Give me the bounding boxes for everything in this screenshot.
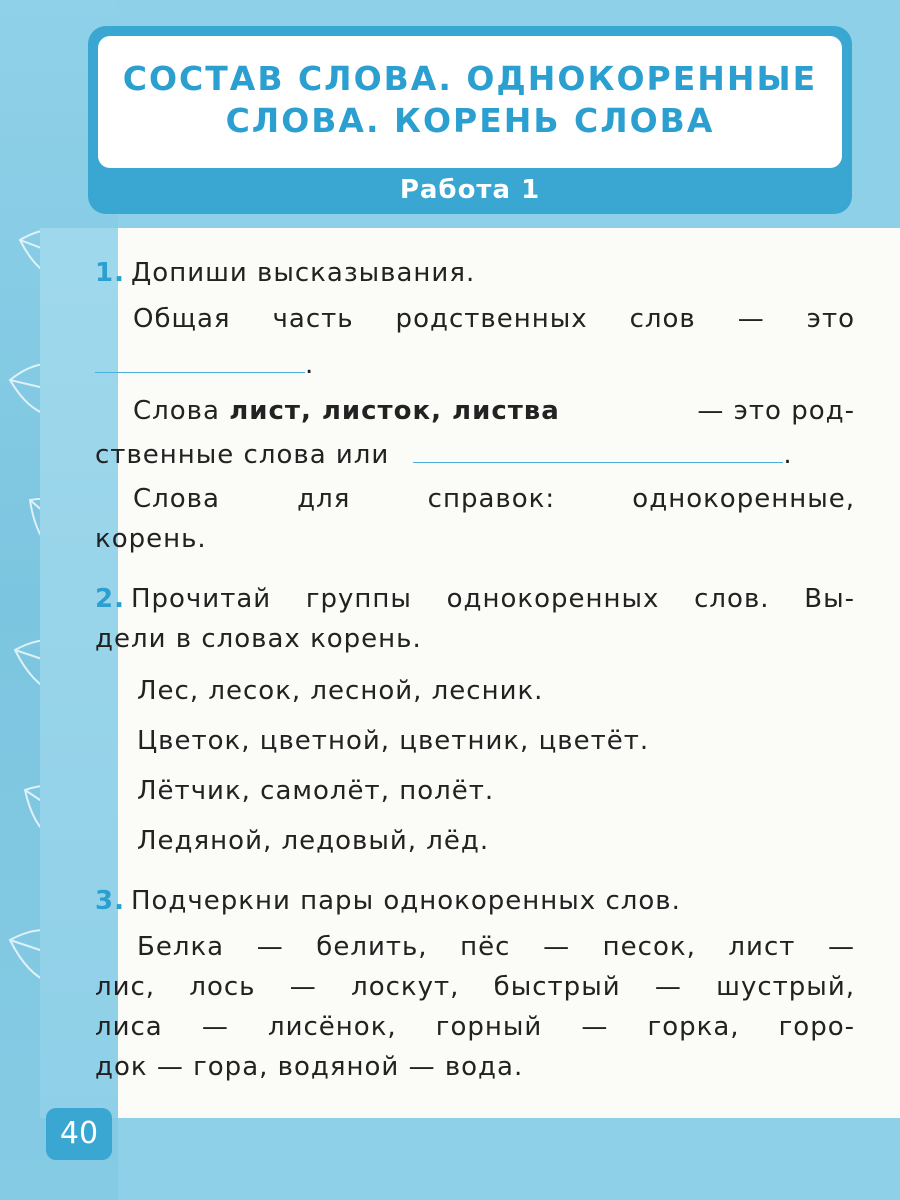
task-1-sentence-2-mid: — это род- [697, 396, 855, 426]
task-3-instruction-text: Подчеркни пары однокоренных слов. [130, 886, 681, 916]
header-box [88, 26, 852, 214]
task-1-instruction [95, 258, 475, 288]
word-group-4[interactable]: Ледяной, ледовый, лёд. [137, 826, 490, 856]
word-pairs-line-2[interactable]: лис, лось — лоскут, быстрый — шустрый, [95, 972, 855, 1002]
task-1-sentence-2 [133, 396, 855, 426]
task-1-sentence-1-end: . [305, 350, 315, 380]
answer-blank-2[interactable] [413, 436, 783, 463]
task-1-hint-line-1: Слова для справок: однокоренные, [133, 484, 855, 514]
task-1-sentence-2-words: лист, листок, листва [229, 396, 560, 426]
work-number-title: Работа 1 [399, 175, 541, 205]
page-title [98, 58, 842, 142]
task-3-instruction [95, 886, 681, 916]
page-number: 40 [46, 1108, 112, 1160]
word-group-3[interactable]: Лётчик, самолёт, полёт. [137, 776, 495, 806]
task-1-sentence-1-blank-line [95, 346, 314, 380]
word-pairs-line-4[interactable]: док — гора, водяной — вода. [95, 1052, 524, 1082]
bottom-background-band [0, 1110, 900, 1200]
word-pairs-line-3[interactable]: лиса — лисёнок, горный — горка, горо- [95, 1012, 855, 1042]
page-title-line2: СЛОВА. КОРЕНЬ СЛОВА [225, 101, 715, 140]
task-2-number: 2. [95, 584, 125, 614]
task-1-number: 1. [95, 258, 125, 288]
task-3-number: 3. [95, 886, 125, 916]
answer-blank-1[interactable] [95, 346, 305, 373]
task-1-hint-line-2: корень. [95, 524, 207, 554]
page-title-line1: СОСТАВ СЛОВА. ОДНОКОРЕННЫЕ [122, 59, 818, 98]
task-1-instruction-text: Допиши высказывания. [130, 258, 476, 288]
task-2-instruction-line-1 [95, 584, 855, 614]
task-1-sentence-2-end: . [783, 440, 793, 470]
word-group-1[interactable]: Лес, лесок, лесной, лесник. [137, 676, 544, 706]
word-pairs-line-1[interactable]: Белка — белить, пёс — песок, лист — [137, 932, 855, 962]
task-2-instruction-line-2: дели в словах корень. [95, 624, 422, 654]
task-1-sentence-2-line2-text: ственные слова или [95, 440, 390, 470]
task-1-sentence-1: Общая часть родственных слов — это [133, 304, 855, 334]
header-title-panel [98, 36, 842, 168]
task-1-sentence-2-start: Слова [133, 396, 230, 426]
word-group-2[interactable]: Цветок, цветной, цветник, цветёт. [137, 726, 650, 756]
task-2-instruction-line1-text: Прочитай группы однокоренных слов. Вы- [130, 584, 855, 614]
task-1-sentence-2-line-2 [95, 436, 793, 470]
